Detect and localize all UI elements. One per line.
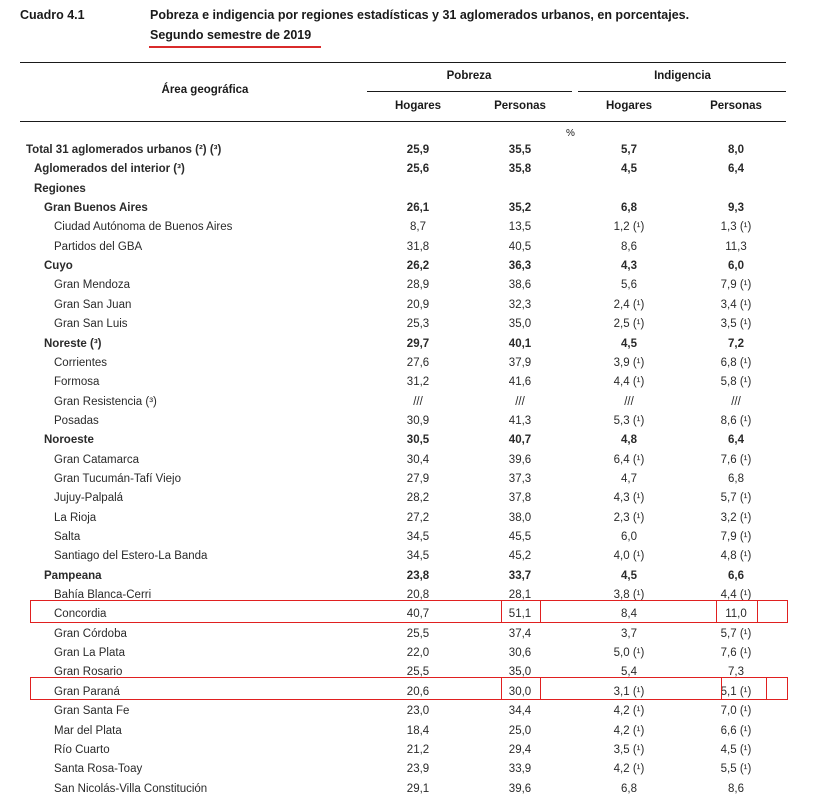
row-label: Aglomerados del interior (³) — [34, 163, 185, 176]
indigencia-personas-value: 7,9 (¹) — [720, 531, 752, 543]
indigencia-hogares-value: 1,2 (¹) — [613, 221, 645, 234]
table-row — [0, 432, 830, 451]
highlight-concordia-personas — [501, 600, 541, 623]
row-label: Gran Resistencia (³) — [54, 395, 157, 408]
pobreza-personas-value: 35,8 — [508, 163, 532, 176]
pobreza-hogares-value: 31,2 — [406, 376, 430, 389]
pobreza-personas-value: 35,0 — [508, 666, 532, 679]
indigencia-hogares-value: 2,5 (¹) — [613, 318, 645, 331]
pobreza-personas-value: 35,2 — [508, 202, 532, 215]
indigencia-personas-value: 8,0 — [728, 144, 744, 156]
indigencia-personas-value: 7,9 (¹) — [720, 279, 752, 292]
row-label: Mar del Plata — [54, 724, 122, 737]
row-label: Gran Tucumán-Tafí Viejo — [54, 472, 181, 485]
header-bottom-rule — [20, 121, 786, 122]
table-subtitle: Segundo semestre de 2019 — [150, 28, 312, 42]
indigencia-hogares-value: 3,8 (¹) — [613, 589, 645, 602]
indigencia-hogares-value: 5,6 — [621, 279, 637, 292]
row-label: Jujuy-Palpalá — [54, 492, 124, 505]
indigencia-personas-value: 7,3 — [728, 666, 744, 679]
pobreza-personas-value: 13,5 — [508, 221, 532, 234]
indigencia-personas-value: 4,8 (¹) — [720, 550, 752, 563]
pobreza-hogares-value: 8,7 — [410, 221, 426, 234]
indigencia-rule — [578, 91, 786, 92]
indigencia-personas-value: 5,7 (¹) — [720, 627, 752, 640]
pobreza-rule — [367, 91, 572, 92]
header-indigencia-personas: Personas — [710, 100, 762, 112]
indigencia-hogares-value: 5,3 (¹) — [613, 414, 645, 427]
indigencia-hogares-value: 4,3 — [621, 260, 637, 273]
table-row — [0, 181, 830, 200]
indigencia-hogares-value: 6,4 (¹) — [613, 453, 645, 466]
indigencia-personas-value: 6,8 — [728, 472, 744, 485]
pobreza-personas-value: 40,1 — [508, 337, 532, 350]
pobreza-personas-value: 51,1 — [508, 608, 532, 621]
row-label: Formosa — [54, 376, 100, 389]
pobreza-hogares-value: 34,5 — [406, 531, 430, 543]
indigencia-personas-value: 3,5 (¹) — [720, 318, 752, 331]
top-rule — [20, 62, 786, 63]
indigencia-hogares-value: 4,2 (¹) — [613, 705, 645, 718]
pobreza-personas-value: 36,3 — [508, 260, 532, 273]
header-area: Área geográfica — [161, 84, 249, 96]
indigencia-personas-value: 6,8 (¹) — [720, 356, 752, 369]
pobreza-hogares-value: 21,2 — [406, 743, 430, 756]
indigencia-personas-value: 6,0 — [728, 260, 744, 273]
pobreza-personas-value: 33,7 — [508, 569, 532, 582]
row-label: Salta — [54, 531, 81, 543]
pobreza-personas-value: 29,4 — [508, 743, 532, 756]
pobreza-hogares-value: 23,9 — [406, 763, 430, 776]
indigencia-hogares-value: 4,5 — [621, 337, 637, 350]
indigencia-hogares-value: 4,2 (¹) — [613, 724, 645, 737]
table-row — [0, 510, 830, 529]
pobreza-personas-value: 40,5 — [508, 240, 532, 253]
row-label: Santa Rosa-Toay — [54, 763, 143, 776]
indigencia-hogares-value: 4,5 — [621, 163, 637, 176]
indigencia-hogares-value: 2,4 (¹) — [613, 298, 645, 311]
pobreza-personas-value: 37,3 — [508, 472, 532, 485]
row-label: La Rioja — [54, 511, 97, 524]
table-row — [0, 626, 830, 645]
row-label: Cuyo — [44, 260, 73, 273]
row-label: Regiones — [34, 182, 86, 195]
indigencia-hogares-value: 4,0 (¹) — [613, 550, 645, 563]
pobreza-personas-value: 41,3 — [508, 414, 532, 427]
pobreza-hogares-value: 25,5 — [406, 627, 430, 640]
table-row — [0, 781, 830, 800]
indigencia-personas-value: 5,8 (¹) — [720, 376, 752, 389]
pobreza-personas-value: 30,0 — [508, 685, 532, 698]
highlight-parana-personas — [501, 677, 541, 700]
pobreza-personas-value: 33,9 — [508, 763, 532, 776]
pobreza-personas-value: 37,8 — [508, 492, 532, 505]
pobreza-hogares-value: 25,6 — [406, 163, 430, 176]
pobreza-personas-value: 45,2 — [508, 550, 532, 563]
row-label: Ciudad Autónoma de Buenos Aires — [54, 221, 233, 234]
indigencia-personas-value: 5,7 (¹) — [720, 492, 752, 505]
pobreza-hogares-value: 26,1 — [406, 202, 430, 215]
pobreza-personas-value: /// — [515, 395, 525, 408]
table-row — [0, 703, 830, 722]
row-label: Gran Buenos Aires — [44, 202, 148, 215]
table-row — [0, 297, 830, 316]
row-label: Gran San Luis — [54, 318, 128, 331]
table-row — [0, 258, 830, 277]
indigencia-personas-value: 6,6 — [728, 569, 744, 582]
pobreza-personas-value: 39,6 — [508, 453, 532, 466]
pobreza-hogares-value: 20,8 — [406, 589, 430, 602]
indigencia-hogares-value: 4,5 — [621, 569, 637, 582]
pobreza-hogares-value: 23,8 — [406, 569, 430, 582]
pobreza-personas-value: 34,4 — [508, 705, 532, 718]
indigencia-hogares-value: 5,7 — [621, 144, 637, 156]
pobreza-hogares-value: 28,9 — [406, 279, 430, 292]
unit-label: % — [566, 128, 575, 139]
row-label: Concordia — [54, 608, 107, 621]
row-label: Corrientes — [54, 356, 108, 369]
indigencia-hogares-value: 6,8 — [621, 782, 637, 795]
indigencia-personas-value: 5,5 (¹) — [720, 763, 752, 776]
pobreza-hogares-value: 27,6 — [406, 356, 430, 369]
pobreza-personas-value: 30,6 — [508, 647, 532, 660]
pobreza-hogares-value: 34,5 — [406, 550, 430, 563]
indigencia-hogares-value: 6,0 — [621, 531, 637, 543]
pobreza-hogares-value: 40,7 — [406, 608, 430, 621]
pobreza-hogares-value: 30,9 — [406, 414, 430, 427]
highlight-parana-indigencia — [721, 677, 767, 700]
pobreza-personas-value: 37,9 — [508, 356, 532, 369]
row-label: Gran La Plata — [54, 647, 125, 660]
pobreza-hogares-value: 25,9 — [406, 144, 430, 156]
pobreza-hogares-value: 29,7 — [406, 337, 430, 350]
table-row — [0, 529, 830, 548]
table-row — [0, 336, 830, 355]
row-label: Posadas — [54, 414, 99, 427]
indigencia-hogares-value: 6,8 — [621, 202, 637, 215]
pobreza-hogares-value: 25,5 — [406, 666, 430, 679]
highlight-concordia-row — [30, 600, 788, 623]
table-row — [0, 413, 830, 432]
header-indigencia: Indigencia — [654, 70, 711, 82]
pobreza-personas-value: 35,5 — [508, 144, 532, 156]
indigencia-hogares-value: 5,4 — [621, 666, 637, 679]
row-label: Santiago del Estero-La Banda — [54, 550, 208, 563]
table-row — [0, 568, 830, 587]
pobreza-hogares-value: 30,5 — [406, 434, 430, 447]
pobreza-personas-value: 28,1 — [508, 589, 532, 602]
pobreza-personas-value: 35,0 — [508, 318, 532, 331]
pobreza-personas-value: 40,7 — [508, 434, 532, 447]
row-label: Gran Córdoba — [54, 627, 127, 640]
table-row — [0, 200, 830, 219]
header-pobreza-personas: Personas — [494, 100, 546, 112]
indigencia-personas-value: 6,6 (¹) — [720, 724, 752, 737]
pobreza-personas-value: 25,0 — [508, 724, 532, 737]
pobreza-hogares-value: 18,4 — [406, 724, 430, 737]
indigencia-hogares-value: 4,2 (¹) — [613, 763, 645, 776]
table-row — [0, 239, 830, 258]
header-pobreza: Pobreza — [446, 70, 492, 82]
pobreza-personas-value: 45,5 — [508, 531, 532, 543]
pobreza-hogares-value: 28,2 — [406, 492, 430, 505]
pobreza-personas-value: 37,4 — [508, 627, 532, 640]
indigencia-personas-value: 11,3 — [725, 240, 747, 253]
indigencia-personas-value: 6,4 — [728, 163, 744, 176]
indigencia-hogares-value: 8,4 — [621, 608, 637, 621]
pobreza-hogares-value: 20,6 — [406, 685, 430, 698]
indigencia-hogares-value: 4,8 — [621, 434, 637, 447]
indigencia-hogares-value: 4,7 — [621, 472, 637, 485]
pobreza-hogares-value: 23,0 — [406, 705, 430, 718]
table-row — [0, 316, 830, 335]
pobreza-hogares-value: /// — [413, 395, 423, 408]
table-row — [0, 219, 830, 238]
indigencia-hogares-value: 3,5 (¹) — [613, 743, 645, 756]
row-label: Noreste (³) — [44, 337, 102, 350]
indigencia-hogares-value: 5,0 (¹) — [613, 647, 645, 660]
row-label: Total 31 aglomerados urbanos (²) (³) — [26, 144, 222, 156]
table-row — [0, 471, 830, 490]
highlight-concordia-indigencia — [716, 600, 758, 623]
indigencia-hogares-value: 2,3 (¹) — [613, 511, 645, 524]
row-label: San Nicolás-Villa Constitución — [54, 782, 208, 795]
indigencia-hogares-value: /// — [624, 395, 634, 408]
table-caption-number: Cuadro 4.1 — [20, 8, 85, 22]
pobreza-hogares-value: 25,3 — [406, 318, 430, 331]
indigencia-personas-value: 3,4 (¹) — [720, 298, 752, 311]
pobreza-hogares-value: 27,9 — [406, 472, 430, 485]
row-label: Gran San Juan — [54, 298, 132, 311]
indigencia-personas-value: 3,2 (¹) — [720, 511, 752, 524]
table-row — [0, 374, 830, 393]
row-label: Noroeste — [44, 434, 94, 447]
row-label: Gran Rosario — [54, 666, 123, 679]
table-row — [0, 277, 830, 296]
subtitle-underline — [149, 46, 321, 48]
row-label: Gran Paraná — [54, 685, 120, 698]
indigencia-hogares-value: 3,1 (¹) — [613, 685, 645, 698]
row-label: Partidos del GBA — [54, 240, 143, 253]
table-row — [0, 761, 830, 780]
indigencia-personas-value: 7,6 (¹) — [720, 453, 752, 466]
indigencia-personas-value: 7,2 — [728, 337, 744, 350]
row-label: Pampeana — [44, 569, 102, 582]
header-indigencia-hogares: Hogares — [605, 100, 653, 112]
pobreza-personas-value: 32,3 — [508, 298, 532, 311]
pobreza-hogares-value: 27,2 — [406, 511, 430, 524]
indigencia-personas-value: 4,5 (¹) — [720, 743, 752, 756]
highlight-parana-row — [30, 677, 788, 700]
table-row — [0, 645, 830, 664]
table-row — [0, 490, 830, 509]
table-title: Pobreza e indigencia por regiones estadísticas y 31 aglomerados urbanos, en porcentajes. — [150, 8, 690, 22]
pobreza-hogares-value: 20,9 — [406, 298, 430, 311]
indigencia-personas-value: 8,6 — [728, 782, 744, 795]
table-row — [0, 394, 830, 413]
indigencia-personas-value: 7,0 (¹) — [720, 705, 752, 718]
indigencia-personas-value: 7,6 (¹) — [720, 647, 752, 660]
indigencia-hogares-value: 8,6 — [621, 240, 637, 253]
indigencia-personas-value: 8,6 (¹) — [720, 414, 752, 427]
indigencia-hogares-value: 3,7 — [621, 627, 637, 640]
table-row — [0, 548, 830, 567]
indigencia-personas-value: 11,0 — [725, 608, 747, 621]
indigencia-hogares-value: 3,9 (¹) — [613, 356, 645, 369]
pobreza-hogares-value: 26,2 — [406, 260, 430, 273]
pobreza-personas-value: 41,6 — [508, 376, 532, 389]
pobreza-personas-value: 39,6 — [508, 782, 532, 795]
table-row — [0, 355, 830, 374]
row-label: Río Cuarto — [54, 743, 110, 756]
pobreza-personas-value: 38,6 — [508, 279, 532, 292]
table-row — [0, 742, 830, 761]
row-label: Gran Santa Fe — [54, 705, 130, 718]
indigencia-personas-value: 9,3 — [728, 202, 744, 215]
indigencia-hogares-value: 4,4 (¹) — [613, 376, 645, 389]
row-label: Gran Mendoza — [54, 279, 131, 292]
indigencia-hogares-value: 4,3 (¹) — [613, 492, 645, 505]
indigencia-personas-value: 5,1 (¹) — [720, 685, 752, 698]
indigencia-personas-value: 1,3 (¹) — [720, 221, 752, 234]
pobreza-hogares-value: 31,8 — [406, 240, 430, 253]
pobreza-hogares-value: 30,4 — [406, 453, 430, 466]
pobreza-personas-value: 38,0 — [508, 511, 532, 524]
table-row — [0, 161, 830, 180]
header-pobreza-hogares: Hogares — [394, 100, 442, 112]
table-row — [0, 142, 830, 161]
row-label: Gran Catamarca — [54, 453, 140, 466]
pobreza-hogares-value: 22,0 — [406, 647, 430, 660]
row-label: Bahía Blanca-Cerri — [54, 589, 152, 602]
indigencia-personas-value: /// — [731, 395, 741, 408]
indigencia-personas-value: 6,4 — [728, 434, 744, 447]
table-row — [0, 723, 830, 742]
indigencia-personas-value: 4,4 (¹) — [720, 589, 752, 602]
pobreza-hogares-value: 29,1 — [406, 782, 430, 795]
table-row — [0, 452, 830, 471]
